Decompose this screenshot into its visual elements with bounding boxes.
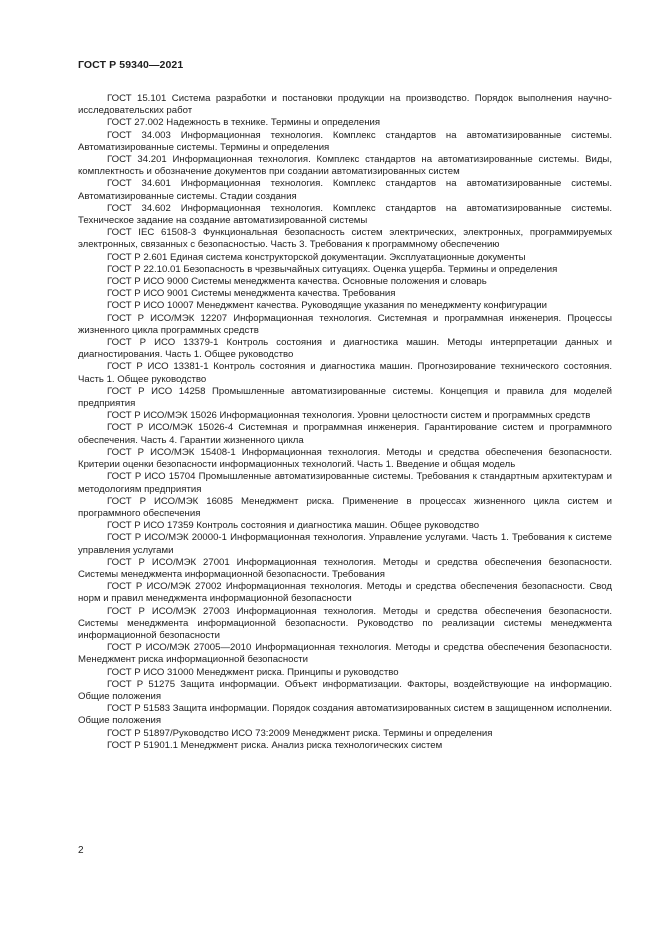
reference-item: ГОСТ Р ИСО 10007 Менеджмент качества. Руководящие указания по менеджменту конфигурации xyxy=(107,300,547,312)
reference-item: ГОСТ 34.201 Информационная технология. Комплекс стандартов на автоматизированные системы. Виды, комплектность и обозначение документов при создании автоматизированных систем xyxy=(78,154,612,178)
reference-item: ГОСТ Р ИСО/МЭК 27003 Информационная технология. Методы и средства обеспечения безопасности. Системы менеджмента информационной безопасности. Руководство по реализации системы менеджмента информационной безопасности xyxy=(78,605,612,641)
reference-item: ГОСТ Р ИСО/МЭК 27002 Информационная технология. Методы и средства обеспечения безопасности. Свод норм и правил менеджмента информационной безопасности xyxy=(78,581,612,605)
reference-item: ГОСТ Р 51901.1 Менеджмент риска. Анализ риска технологических систем xyxy=(107,739,443,751)
reference-item: ГОСТ Р ИСО/МЭК 15026-4 Системная и программная инженерия. Гарантирование систем и программного обеспечения. Часть 4. Гарантии жизненного цикла xyxy=(78,422,612,446)
reference-item: ГОСТ Р ИСО/МЭК 16085 Менеджмент риска. Применение в процессах жизненного цикла систем и программного обеспечения xyxy=(78,495,612,519)
reference-item: ГОСТ Р 51897/Руководство ИСО 73:2009 Менеджмент риска. Термины и определения xyxy=(107,727,493,739)
reference-item: ГОСТ Р ИСО 13379-1 Контроль состояния и диагностика машин. Методы интерпретации данных и диагностирования. Часть 1. Общее руководство xyxy=(78,337,612,361)
reference-item: ГОСТ Р 2.601 Единая система конструкторской документации. Эксплуатационные документы xyxy=(107,251,526,263)
reference-item: ГОСТ Р ИСО 15704 Промышленные автоматизированные системы. Требования к стандартным архитектурам и методологиям предприятия xyxy=(78,471,612,495)
reference-item: ГОСТ Р ИСО 14258 Промышленные автоматизированные системы. Концепция и правила для моделей предприятия xyxy=(78,385,612,410)
reference-item: ГОСТ 34.003 Информационная технология. Комплекс стандартов на автоматизированные системы. Автоматизированные системы. Термины и определения xyxy=(78,129,612,153)
reference-item: ГОСТ 27.002 Надежность в технике. Термины и определения xyxy=(107,117,381,129)
reference-item: ГОСТ 34.601 Информационная технология. Комплекс стандартов на автоматизированные системы. Автоматизированные системы. Стадии создания xyxy=(78,178,612,202)
reference-item: ГОСТ Р 51583 Защита информации. Порядок создания автоматизированных систем в защищенном исполнении. Общие положения xyxy=(78,703,612,727)
reference-item: ГОСТ Р ИСО/МЭК 27005—2010 Информационная технология. Методы и средства обеспечения безопасности. Менеджмент риска информационной безопасности xyxy=(78,642,612,666)
reference-item: ГОСТ Р ИСО/МЭК 15408-1 Информационная технология. Методы и средства обеспечения безопасности. Критерии оценки безопасности информационных технологий. Часть 1. Введение и общая модель xyxy=(78,446,612,471)
reference-item: ГОСТ Р ИСО 13381-1 Контроль состояния и диагностика машин. Прогнозирование технического состояния. Часть 1. Общее руководство xyxy=(78,361,612,385)
reference-item: ГОСТ 34.602 Информационная технология. Комплекс стандартов на автоматизированные системы. Техническое задание на создание автоматизированной системы xyxy=(78,202,612,227)
reference-item: ГОСТ Р ИСО 31000 Менеджмент риска. Принципы и руководство xyxy=(107,666,399,678)
page-number: 2 xyxy=(78,845,84,856)
reference-item: ГОСТ IEC 61508-3 Функциональная безопасность систем электрических, электронных, программируемых электронных, связанных с безопасностью. Часть 3. Требования к программному обеспечению xyxy=(78,227,612,251)
reference-item: ГОСТ 15.101 Система разработки и постановки продукции на производство. Порядок выполнения научно-исследовательских работ xyxy=(78,93,612,117)
reference-item: ГОСТ Р ИСО/МЭК 12207 Информационная технология. Системная и программная инженерия. Процессы жизненного цикла программных средств xyxy=(78,312,612,336)
reference-item: ГОСТ Р ИСО 9000 Системы менеджмента качества. Основные положения и словарь xyxy=(107,276,487,288)
normative-references-list xyxy=(78,93,612,752)
document-header: ГОСТ Р 59340—2021 xyxy=(78,59,184,71)
reference-item: ГОСТ Р ИСО/МЭК 27001 Информационная технология. Методы и средства обеспечения безопасности. Системы менеджмента информационной безопасности. Требования xyxy=(78,556,612,580)
reference-item: ГОСТ Р ИСО 17359 Контроль состояния и диагностика машин. Общее руководство xyxy=(107,520,480,532)
reference-item: ГОСТ Р ИСО 9001 Системы менеджмента качества. Требования xyxy=(107,288,396,300)
reference-item: ГОСТ Р 51275 Защита информации. Объект информатизации. Факторы, воздействующие на информацию. Общие положения xyxy=(78,678,612,702)
reference-item: ГОСТ Р ИСО/МЭК 20000-1 Информационная технология. Управление услугами. Часть 1. Требования к системе управления услугами xyxy=(78,532,612,556)
reference-item: ГОСТ Р 22.10.01 Безопасность в чрезвычайных ситуациях. Оценка ущерба. Термины и определения xyxy=(107,263,558,275)
reference-item: ГОСТ Р ИСО/МЭК 15026 Информационная технология. Уровни целостности систем и программных средств xyxy=(107,410,591,422)
